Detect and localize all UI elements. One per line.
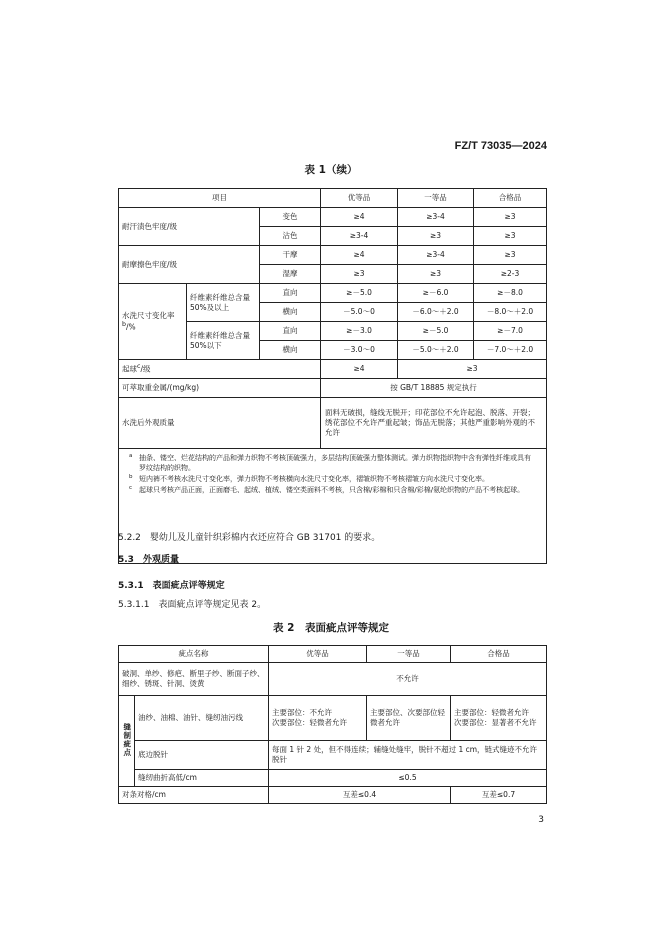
fiber-label: 纤维素纤维总含量50%及以上 <box>187 284 260 322</box>
note-text: 抽条、镂空、烂花结构的产品和弹力织物不考核顶破强力，多层结构顶破强力整体测试。弹力织物指织物中含有弹性纤维或具有罗纹结构的织物。 <box>139 454 531 473</box>
cell: －5.0～0 <box>321 303 398 322</box>
metal-value: 按 GB/T 18885 规定执行 <box>321 379 547 398</box>
sewing-defect-text: 缝制疵点 <box>122 722 132 757</box>
note <box>129 453 536 473</box>
table-row <box>119 696 547 741</box>
header-item: 项目 <box>119 189 321 208</box>
cell: －6.0～＋2.0 <box>398 303 474 322</box>
table-row <box>119 379 547 398</box>
cell: ≥－5.0 <box>398 322 474 341</box>
cell: ≥4 <box>321 208 398 227</box>
cell: ≥4 <box>321 246 398 265</box>
wash-label <box>119 284 187 360</box>
note-mark: a <box>129 453 133 459</box>
cell: ≥－7.0 <box>474 322 547 341</box>
sub-label: 直向 <box>260 284 321 303</box>
cell: ≥3 <box>474 227 547 246</box>
cell: ≥－6.0 <box>398 284 474 303</box>
header-grade-1: 优等品 <box>269 646 367 663</box>
cell: －3.0～0 <box>321 341 398 360</box>
note <box>129 474 536 484</box>
table-row <box>119 770 547 787</box>
table-row <box>119 246 547 265</box>
wash-label-footnote-mark: b <box>122 320 126 328</box>
table-row <box>119 284 547 303</box>
table1-caption: 表 1（续） <box>304 164 358 176</box>
table-notes <box>119 449 547 564</box>
cell: 互差≤0.7 <box>451 787 547 804</box>
cell: 每面 1 针 2 处，但不得连续；辅缝处缝牢，脱针不超过 1 cm，链式缝迹不允许脱针 <box>269 741 547 770</box>
standard-number: FZ/T 73035—2024 <box>454 140 547 152</box>
header-grade-3: 合格品 <box>474 189 547 208</box>
defect-label: 底边脱针 <box>135 741 269 770</box>
cell: ≥3 <box>398 360 547 379</box>
section-5-2-2: 5.2.2 婴幼儿及儿童针织彩棉内衣还应符合 GB 31701 的要求。 <box>118 533 381 543</box>
cell: 互差≤0.4 <box>269 787 451 804</box>
pilling-label-footnote-mark: c <box>137 363 141 371</box>
appearance-label: 水洗后外观质量 <box>119 398 321 449</box>
table-row <box>119 787 547 804</box>
cell: 主要部位：轻微者允许 次要部位：显著者不允许 <box>451 696 547 741</box>
header-grade-2: 一等品 <box>398 189 474 208</box>
defect-label: 缝纫曲折高低/cm <box>135 770 269 787</box>
sub-label: 横向 <box>260 341 321 360</box>
sweat-label: 耐汗渍色牢度/级 <box>119 208 260 246</box>
table-row <box>119 360 547 379</box>
header-grade-2: 一等品 <box>367 646 451 663</box>
fiber-label: 纤维素纤维总含量50%以下 <box>187 322 260 360</box>
cell: ≥3 <box>474 208 547 227</box>
sub-label: 湿摩 <box>260 265 321 284</box>
appearance-value: 面料无破损，缝线无脱开；印花部位不允许起泡、脱落、开裂；绣花部位不允许严重起皱；饰品无脱落；其他严重影响外观的不允许 <box>321 398 547 449</box>
cell: ≥3-4 <box>398 208 474 227</box>
cell: －7.0～＋2.0 <box>474 341 547 360</box>
sewing-defect-label <box>119 696 135 787</box>
cell: ≥－8.0 <box>474 284 547 303</box>
table1 <box>118 188 547 564</box>
pilling-label <box>119 360 321 379</box>
table-row <box>119 741 547 770</box>
table-row <box>119 663 547 696</box>
cell: ≥－3.0 <box>321 322 398 341</box>
defect-label: 油纱、油棉、油针、缝纫油污线 <box>135 696 269 741</box>
header-grade-3: 合格品 <box>451 646 547 663</box>
cell: 主要部位、次要部位轻微者允许 <box>367 696 451 741</box>
pilling-label-unit: /级 <box>140 364 151 374</box>
table-header-row <box>119 189 547 208</box>
defect-label: 破洞、单纱、修疤、断里子纱、断面子纱、细纱、锈斑、针洞、烫黄 <box>119 663 269 696</box>
header-grade-1: 优等品 <box>321 189 398 208</box>
sub-label: 干摩 <box>260 246 321 265</box>
wash-label-text: 水洗尺寸变化率 <box>122 311 175 320</box>
table-header-row <box>119 646 547 663</box>
table-row <box>119 398 547 449</box>
sub-label: 变色 <box>260 208 321 227</box>
section-5-3-1-1: 5.3.1.1 表面疵点评等规定见表 2。 <box>118 600 267 610</box>
note-text: 短内裤不考核水洗尺寸变化率，弹力织物不考核横向水洗尺寸变化率，褶皱织物不考核褶皱方向水洗尺寸变化率。 <box>139 475 489 484</box>
cell: ≥3 <box>398 227 474 246</box>
sub-label: 沾色 <box>260 227 321 246</box>
cell: 主要部位：不允许 次要部位：轻微者允许 <box>269 696 367 741</box>
metal-label: 可萃取重金属/(mg/kg) <box>119 379 321 398</box>
page-number: 3 <box>538 815 544 825</box>
cell: ≤0.5 <box>269 770 547 787</box>
cell: ≥3 <box>474 246 547 265</box>
rub-label: 耐摩擦色牢度/级 <box>119 246 260 284</box>
pilling-label-text: 起球 <box>122 364 137 374</box>
section-5-3-1: 5.3.1 表面疵点评等规定 <box>118 581 225 591</box>
cell: －8.0～＋2.0 <box>474 303 547 322</box>
cell: ≥4 <box>321 360 398 379</box>
sub-label: 横向 <box>260 303 321 322</box>
table2-caption: 表 2 表面疵点评等规定 <box>273 622 389 634</box>
cell: ≥2-3 <box>474 265 547 284</box>
table-row <box>119 208 547 227</box>
cell: ≥3 <box>398 265 474 284</box>
cell: ≥3 <box>321 265 398 284</box>
section-5-3: 5.3 外观质量 <box>118 555 179 565</box>
cell: ≥3-4 <box>321 227 398 246</box>
note-text: 起球只考核产品正面，正面磨毛、起绒、植绒、镂空类面料不考核，只含棉/彩棉和只含棉/彩棉/氨纶织物的产品不考核起球。 <box>139 486 525 495</box>
cell: ≥－5.0 <box>321 284 398 303</box>
cell: 不允许 <box>269 663 547 696</box>
cell: ≥3-4 <box>398 246 474 265</box>
note-mark: b <box>129 474 133 481</box>
sub-label: 直向 <box>260 322 321 341</box>
note-mark: c <box>129 485 133 492</box>
notes-row <box>119 449 547 564</box>
table2 <box>118 645 547 804</box>
header-defect: 疵点名称 <box>119 646 269 663</box>
defect-label: 对条对格/cm <box>119 787 269 804</box>
note <box>129 485 536 495</box>
wash-label-unit: /% <box>125 322 136 332</box>
cell: －5.0～＋2.0 <box>398 341 474 360</box>
